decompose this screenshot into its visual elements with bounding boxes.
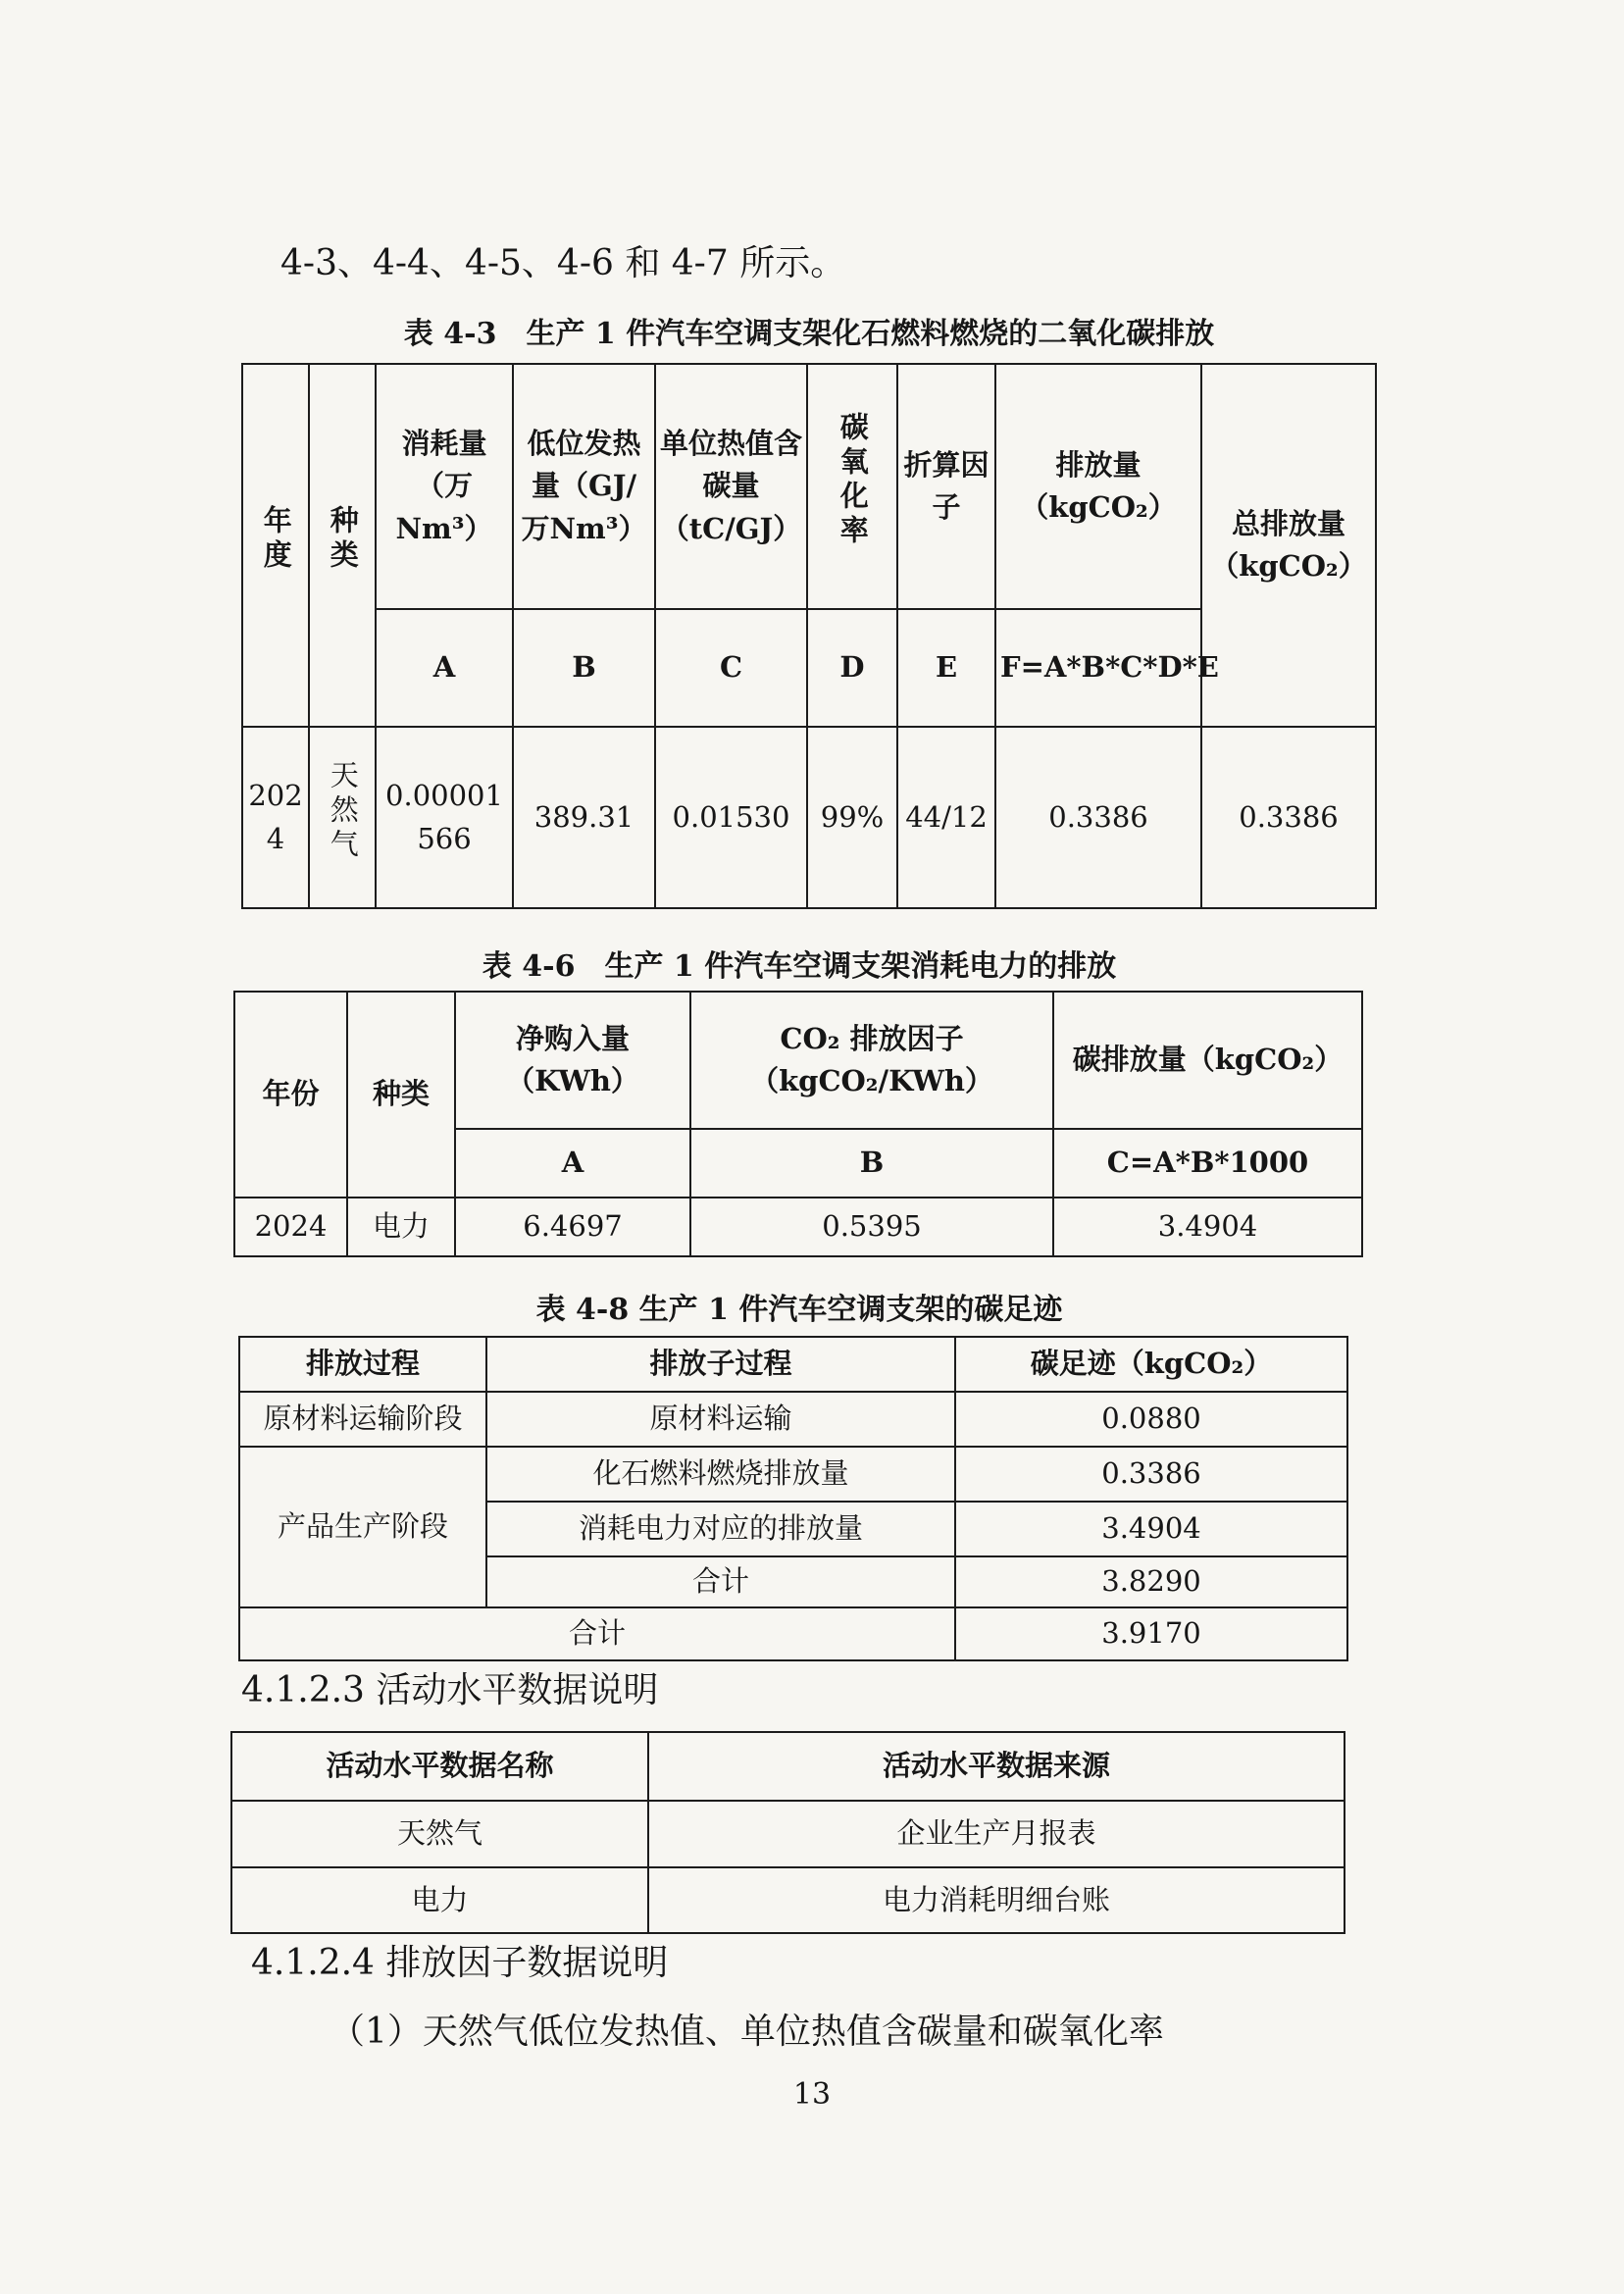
header-conversion: 折算因子: [897, 364, 995, 609]
header-ncv: 低位发热量（GJ/万Nm³）: [513, 364, 655, 609]
activity-data-table: [230, 1731, 1345, 1934]
header-total: 总排放量（kgCO₂）: [1201, 364, 1376, 727]
symbol-b: B: [513, 609, 655, 727]
cell-fuel-value: 0.3386: [955, 1447, 1347, 1502]
item-1-text: （1）天然气低位发热值、单位热值含碳量和碳氧化率: [330, 2012, 1164, 2052]
symbol-a: A: [376, 609, 513, 727]
cell-production-subtotal-label: 合计: [486, 1556, 955, 1607]
cell-production-stage: 产品生产阶段: [239, 1447, 486, 1607]
header-subprocess: 排放子过程: [486, 1337, 955, 1392]
cell-emission: 0.3386: [995, 727, 1201, 908]
table-4-8-caption: 表 4-8 生产 1 件汽车空调支架的碳足迹: [535, 1293, 1063, 1327]
header-activity-name: 活动水平数据名称: [231, 1732, 648, 1801]
header-type: 种类: [347, 992, 455, 1198]
cell-activity-power: 电力: [231, 1867, 648, 1933]
cell-oxidation: 99%: [807, 727, 897, 908]
table-4-6-caption: 表 4-6 生产 1 件汽车空调支架消耗电力的排放: [482, 949, 1117, 984]
header-type: 种类: [309, 364, 376, 727]
cell-raw-stage: 原材料运输阶段: [239, 1392, 486, 1447]
header-purchase: 净购入量（KWh）: [455, 992, 690, 1129]
table-4-3: [241, 363, 1377, 909]
table-4-6: [233, 991, 1363, 1257]
header-factor: CO₂ 排放因子（kgCO₂/KWh）: [690, 992, 1053, 1129]
header-year: 年度: [242, 364, 309, 727]
symbol-f: F=A*B*C*D*E: [995, 609, 1201, 727]
header-footprint: 碳足迹（kgCO₂）: [955, 1337, 1347, 1392]
cell-activity-gas-source: 企业生产月报表: [648, 1801, 1345, 1867]
cell-year: 2024: [242, 727, 309, 908]
cell-consumption: 0.00001566: [376, 727, 513, 908]
cell-year: 2024: [234, 1198, 347, 1256]
header-process: 排放过程: [239, 1337, 486, 1392]
symbol-a: A: [455, 1129, 690, 1198]
cell-emission: 3.4904: [1053, 1198, 1362, 1256]
header-year: 年份: [234, 992, 347, 1198]
cell-activity-gas: 天然气: [231, 1801, 648, 1867]
header-activity-source: 活动水平数据来源: [648, 1732, 1345, 1801]
table-4-8: [238, 1336, 1348, 1661]
symbol-c: C=A*B*1000: [1053, 1129, 1362, 1198]
cell-type: 电力: [347, 1198, 455, 1256]
cell-carbon-content: 0.01530: [655, 727, 807, 908]
cell-purchase: 6.4697: [455, 1198, 690, 1256]
symbol-c: C: [655, 609, 807, 727]
header-emission: 排放量（kgCO₂）: [995, 364, 1201, 609]
symbol-b: B: [690, 1129, 1053, 1198]
header-oxidation: 碳氧化率: [807, 364, 897, 609]
cell-fuel-subprocess: 化石燃料燃烧排放量: [486, 1447, 955, 1502]
cell-raw-subprocess: 原材料运输: [486, 1392, 955, 1447]
cell-conversion: 44/12: [897, 727, 995, 908]
cell-total-label: 合计: [239, 1607, 955, 1660]
symbol-e: E: [897, 609, 995, 727]
cell-ncv: 389.31: [513, 727, 655, 908]
header-consumption: 消耗量（万Nm³）: [376, 364, 513, 609]
cell-power-value: 3.4904: [955, 1502, 1347, 1556]
intro-text: 4-3、4-4、4-5、4-6 和 4-7 所示。: [280, 243, 846, 283]
header-emission: 碳排放量（kgCO₂）: [1053, 992, 1362, 1129]
page-number: 13: [792, 2077, 832, 2112]
cell-total-value: 3.9170: [955, 1607, 1347, 1660]
cell-power-subprocess: 消耗电力对应的排放量: [486, 1502, 955, 1556]
cell-production-subtotal-value: 3.8290: [955, 1556, 1347, 1607]
table-4-3-caption: 表 4-3 生产 1 件汽车空调支架化石燃料燃烧的二氧化碳排放: [403, 317, 1215, 351]
symbol-d: D: [807, 609, 897, 727]
cell-activity-power-source: 电力消耗明细台账: [648, 1867, 1345, 1933]
header-carbon-content: 单位热值含碳量（tC/GJ）: [655, 364, 807, 609]
section-factor-heading: 4.1.2.4 排放因子数据说明: [251, 1943, 669, 1983]
cell-raw-value: 0.0880: [955, 1392, 1347, 1447]
cell-type: 天然气: [309, 727, 376, 908]
cell-factor: 0.5395: [690, 1198, 1053, 1256]
cell-total: 0.3386: [1201, 727, 1376, 908]
section-activity-heading: 4.1.2.3 活动水平数据说明: [241, 1670, 659, 1710]
